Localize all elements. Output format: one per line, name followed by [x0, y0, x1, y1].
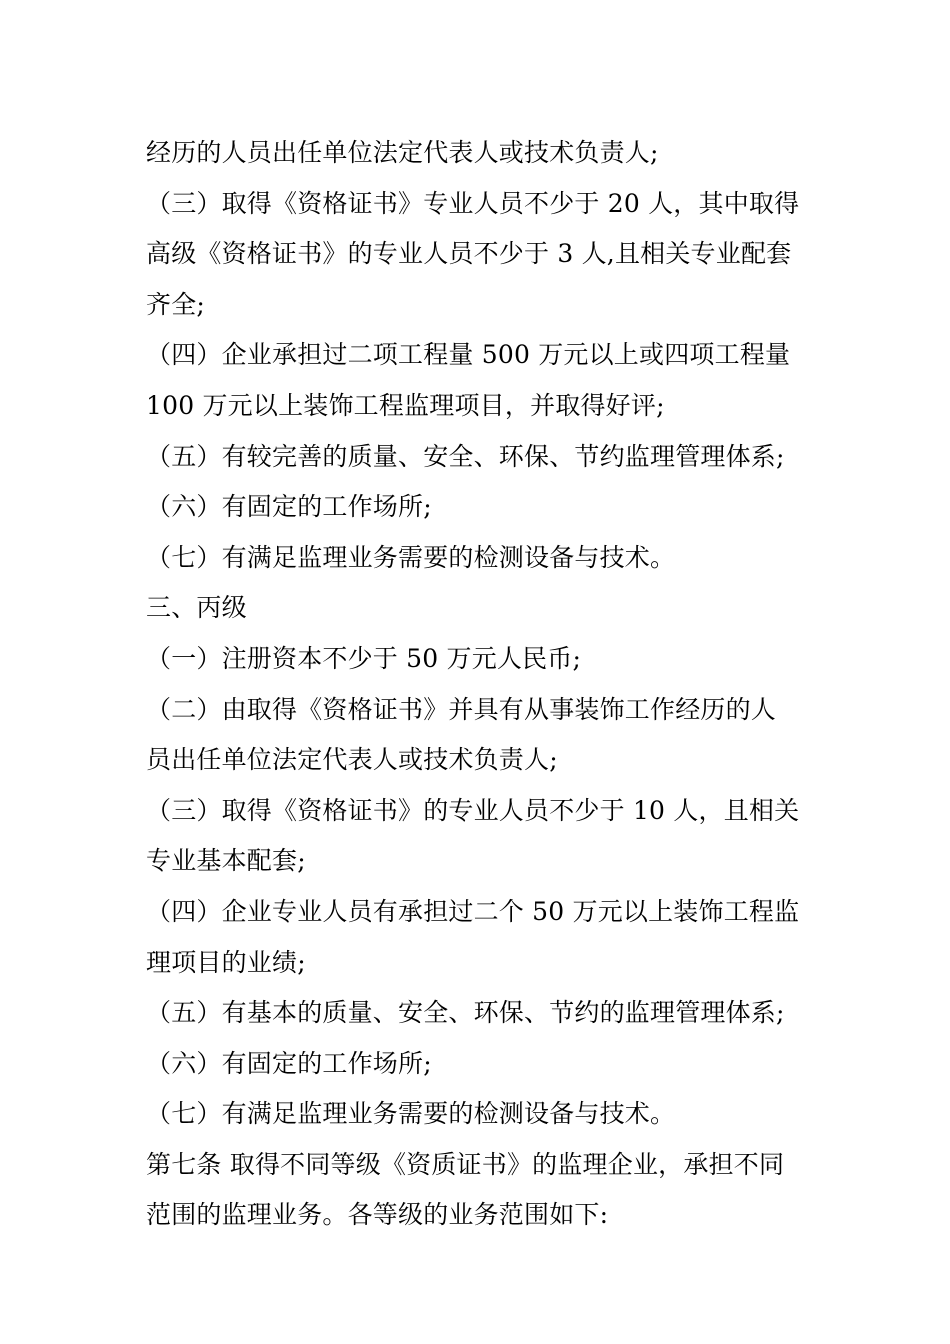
document-body [146, 128, 826, 1241]
text-line: （五）有较完善的质量、安全、环保、节约监理管理体系; [146, 441, 785, 471]
text-line: （三）取得《资格证书》专业人员不少于 20 人，其中取得 [146, 188, 800, 218]
section-heading: 三、丙级 [146, 593, 247, 623]
text-line: 专业基本配套; [146, 846, 306, 876]
text-line: （六）有固定的工作场所; [146, 1048, 432, 1078]
text-line: （四）企业承担过二项工程量 500 万元以上或四项工程量 [146, 340, 791, 370]
text-line: （七）有满足监理业务需要的检测设备与技术。 [146, 1099, 676, 1129]
text-line: 范围的监理业务。各等级的业务范围如下: [146, 1200, 609, 1230]
text-line: 高级《资格证书》的专业人员不少于 3 人,且相关专业配套 [146, 239, 792, 269]
text-line: 100 万元以上装饰工程监理项目，并取得好评; [146, 390, 665, 420]
article-line: 第七条 取得不同等级《资质证书》的监理企业，承担不同 [146, 1149, 785, 1179]
text-line: （三）取得《资格证书》的专业人员不少于 10 人，且相关 [146, 795, 800, 825]
text-line: 经历的人员出任单位法定代表人或技术负责人; [146, 138, 659, 167]
text-line: （四）企业专业人员有承担过二个 50 万元以上装饰工程监 [146, 896, 800, 926]
text-line: 理项目的业绩; [146, 947, 306, 977]
text-line: （七）有满足监理业务需要的检测设备与技术。 [146, 542, 676, 572]
text-line: （六）有固定的工作场所; [146, 492, 432, 522]
text-line: （五）有基本的质量、安全、环保、节约的监理管理体系; [146, 998, 785, 1028]
text-line: （一）注册资本不少于 50 万元人民币; [146, 643, 582, 673]
text-line: （二）由取得《资格证书》并具有从事装饰工作经历的人 [146, 694, 777, 724]
text-line: 齐全; [146, 289, 206, 319]
text-line: 员出任单位法定代表人或技术负责人; [146, 745, 558, 775]
